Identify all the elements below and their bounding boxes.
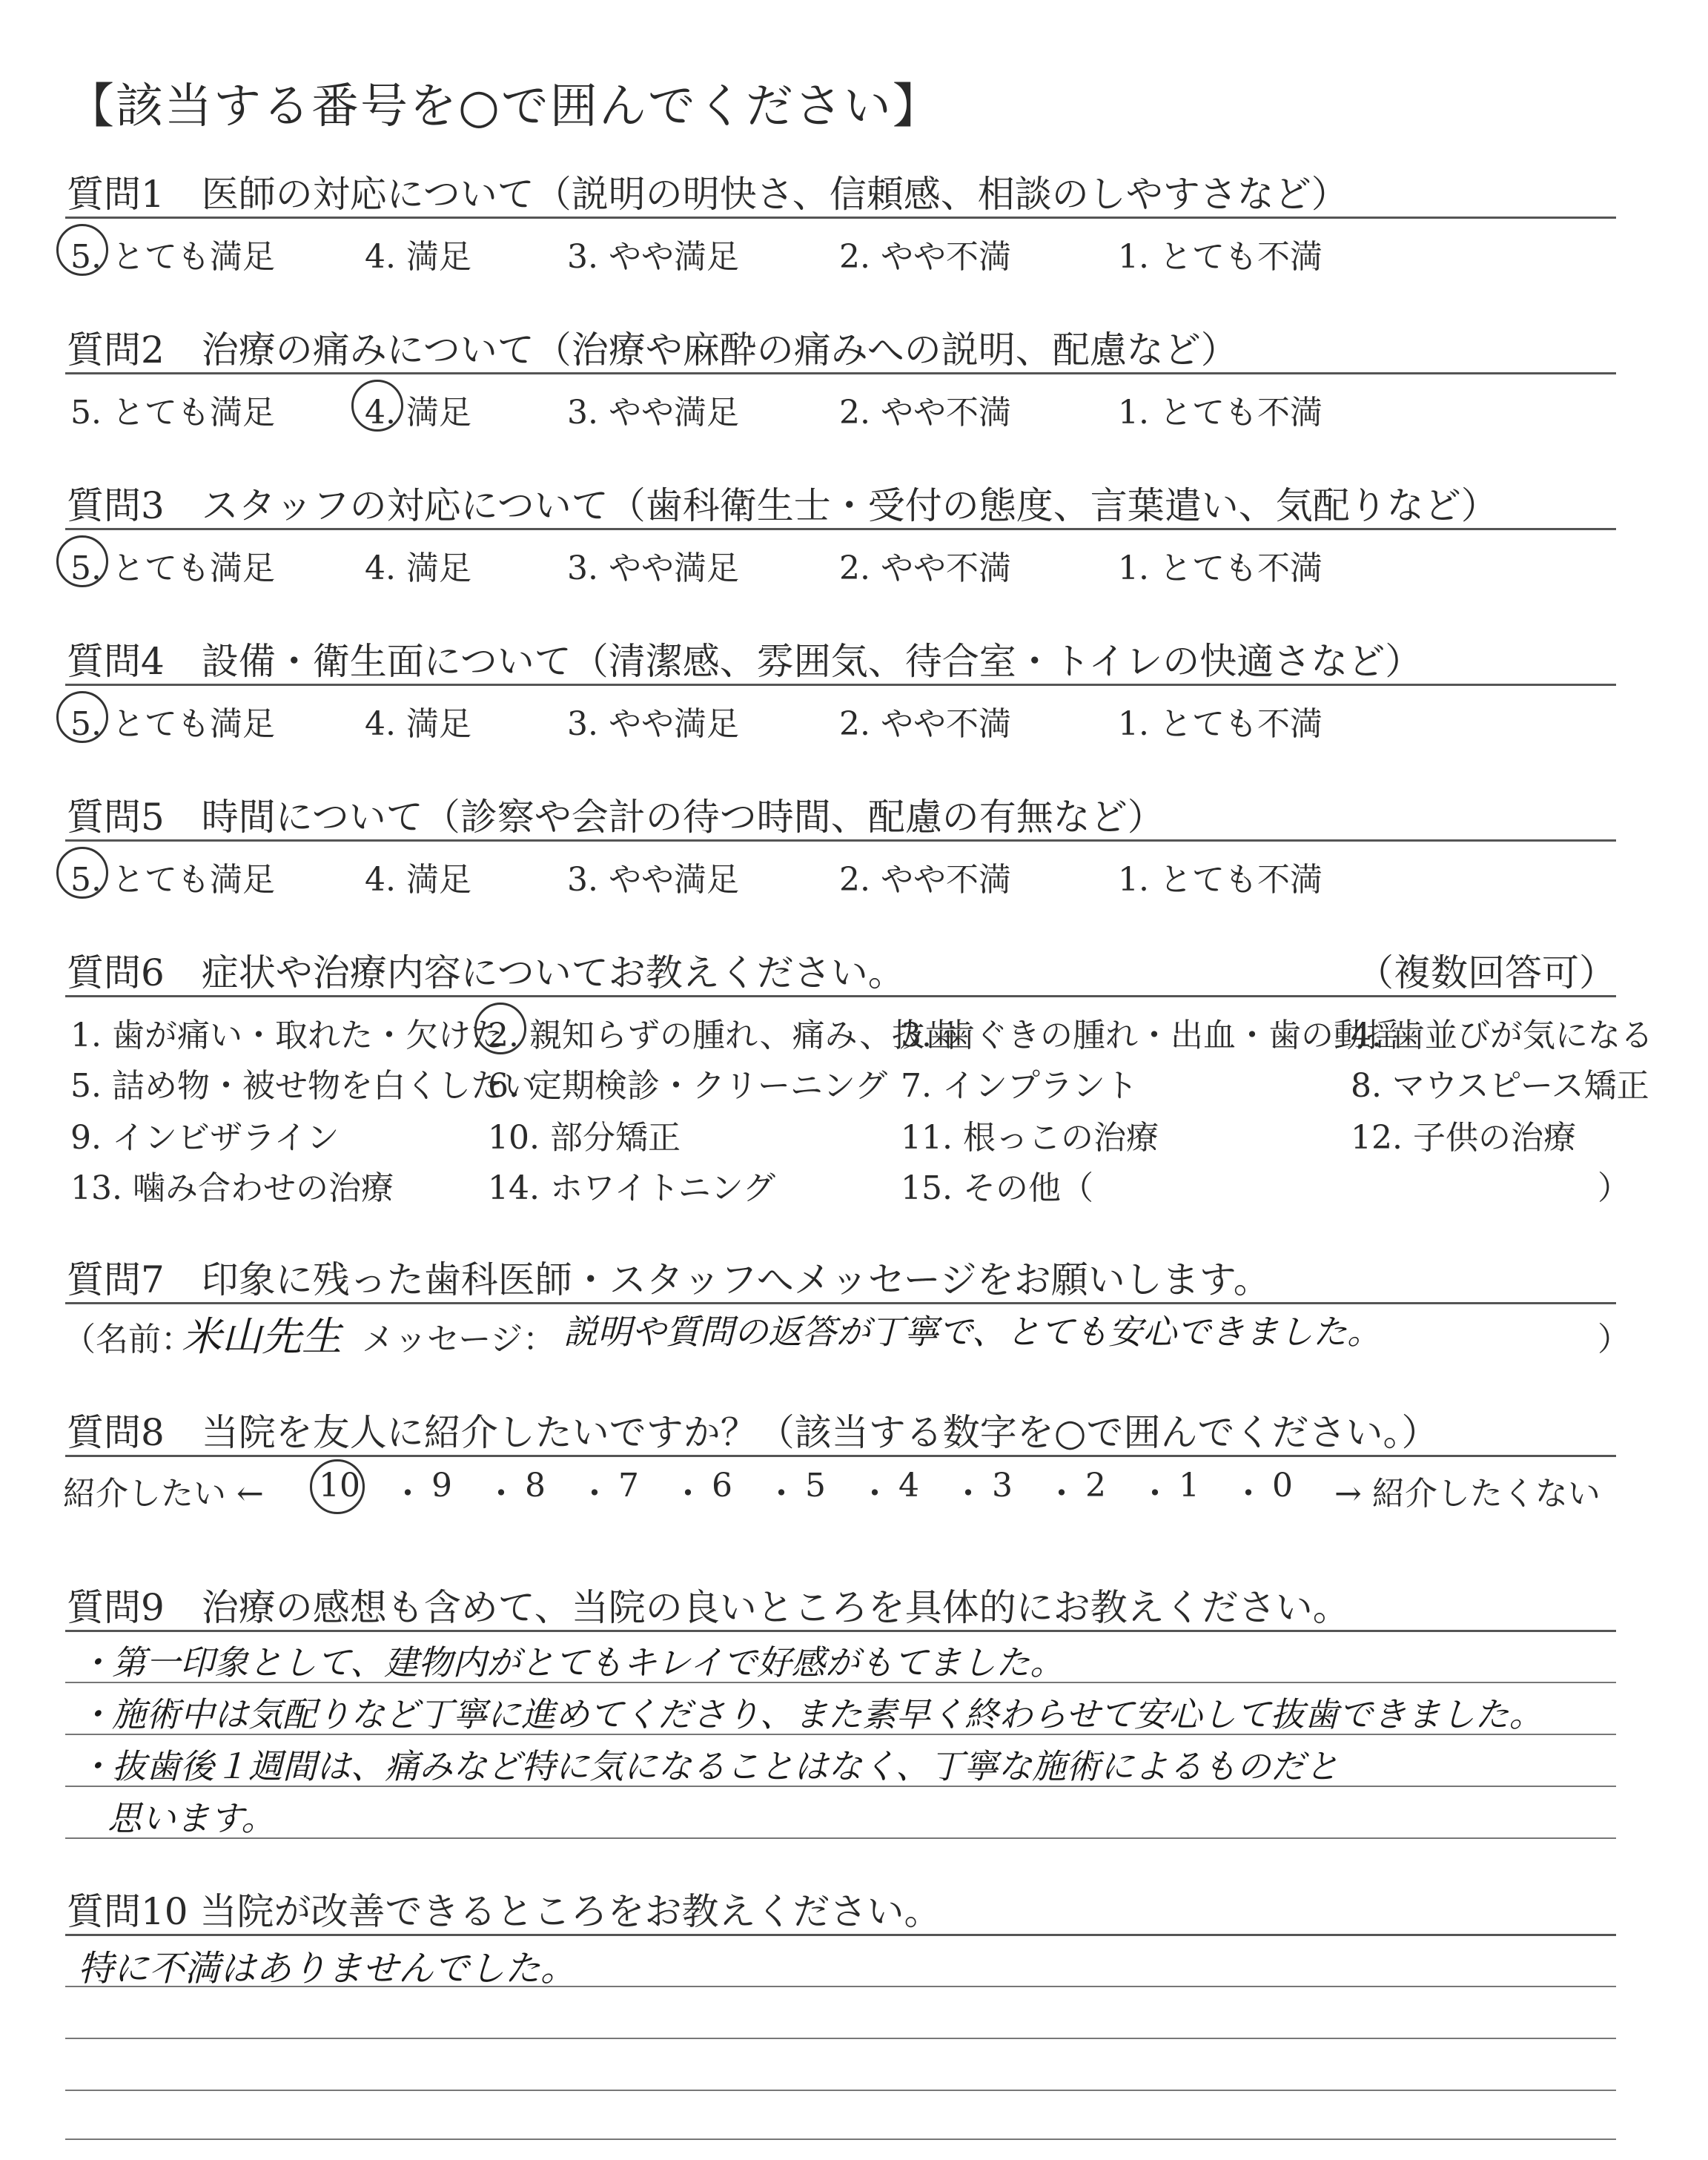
q7-message-label: メッセージ： [362,1321,556,1358]
q8-dot: ・ [858,1475,891,1513]
q7-message-value[interactable]: 説明や質問の返答が丁寧で、とても安心できました。 [563,1312,1382,1352]
q7-name-label: （名前： [63,1321,193,1358]
q4-rule [65,684,1616,686]
q10-rule [65,1934,1616,1936]
q3-option-4[interactable]: 4. 満足 [365,549,471,587]
q5-rule [65,839,1616,842]
q4-option-3[interactable]: 3. やや満足 [567,705,739,743]
q4-title: 質問4 設備・衛生面について（清潔感、雰囲気、待合室・トイレの快適さなど） [67,640,1423,683]
q7-close-paren: ） [1598,1321,1630,1358]
q7-rule [65,1302,1616,1304]
q9-line-rule [65,1837,1616,1839]
q8-right-label: → 紹介したくない [1334,1475,1601,1513]
q4-option-5[interactable]: 5. とても満足 [70,705,275,743]
q6-title: 質問6 症状や治療内容についてお教えください。 [67,951,905,994]
q8-title: 質問8 当院を友人に紹介したいですか？（該当する数字を○で囲んでください。） [67,1411,1439,1454]
q2-title: 質問2 治療の痛みについて（治療や麻酔の痛みへの説明、配慮など） [67,328,1238,371]
q8-selection-circle [310,1459,365,1514]
q6-item-3[interactable]: 3. 歯ぐきの腫れ・出血・歯の動揺 [901,1017,1399,1054]
q1-option-4[interactable]: 4. 満足 [365,238,471,276]
q5-option-1[interactable]: 1. とても不満 [1118,861,1323,899]
q9-answer-line-2[interactable]: ・施術中は気配りなど丁寧に進めてくださり、また素早く終わらせて安心して抜歯できました。 [78,1694,1543,1734]
q6-item-13[interactable]: 13. 噛み合わせの治療 [70,1169,394,1207]
q10-answer-line-1[interactable]: 特に不満はありませんでした。 [78,1948,577,1989]
q8-dot: ・ [1045,1475,1078,1513]
q6-item-2[interactable]: 2. 親知らずの腫れ、痛み、抜歯 [488,1017,958,1054]
q8-dot: ・ [765,1475,798,1513]
q3-option-3[interactable]: 3. やや満足 [567,549,739,587]
q5-title: 質問5 時間について（診察や会計の待つ時間、配慮の有無など） [67,796,1165,839]
q8-dot: ・ [672,1475,704,1513]
q4-option-4[interactable]: 4. 満足 [365,705,471,743]
q8-number-7[interactable]: 7 [618,1467,639,1505]
q8-dot: ・ [485,1475,517,1513]
q2-option-2[interactable]: 2. やや不満 [839,394,1011,432]
q10-title: 質問10 当院が改善できるところをお教えください。 [67,1890,941,1933]
q8-number-2[interactable]: 2 [1085,1467,1106,1505]
q6-item-11[interactable]: 11. 根っこの治療 [901,1119,1159,1157]
q8-number-10[interactable]: 10 [319,1467,360,1505]
q3-selection-circle [56,535,108,587]
q2-option-1[interactable]: 1. とても不満 [1118,394,1323,432]
q8-number-1[interactable]: 1 [1179,1467,1199,1505]
q3-title: 質問3 スタッフの対応について（歯科衛生士・受付の態度、言葉遣い、気配りなど） [67,484,1498,527]
q6-item-7[interactable]: 7. インプラント [901,1067,1138,1105]
q6-item-5[interactable]: 5. 詰め物・被せ物を白くしたい [70,1067,536,1105]
q6-selection-circle [474,1003,526,1054]
q6-item-15-close: ） [1598,1169,1630,1207]
q10-line-rule [65,2138,1616,2140]
q7-title: 質問7 印象に残った歯科医師・スタッフへメッセージをお願いします。 [67,1258,1271,1301]
q9-rule [65,1630,1616,1632]
q6-item-12[interactable]: 12. 子供の治療 [1351,1119,1576,1157]
q8-dot: ・ [952,1475,984,1513]
q8-number-5[interactable]: 5 [805,1467,826,1505]
q5-selection-circle [56,847,108,899]
q6-item-6[interactable]: 6. 定期検診・クリーニング [488,1067,888,1105]
q2-option-3[interactable]: 3. やや満足 [567,394,739,432]
q9-answer-line-1[interactable]: ・第一印象として、建物内がとてもキレイで好感がもてました。 [78,1642,1065,1682]
q3-option-1[interactable]: 1. とても不満 [1118,549,1323,587]
q6-item-4[interactable]: 4. 歯並びが気になる [1351,1017,1653,1054]
q3-option-2[interactable]: 2. やや不満 [839,549,1011,587]
q1-selection-circle [56,224,108,276]
q8-dot: ・ [391,1475,424,1513]
q3-option-5[interactable]: 5. とても満足 [70,549,275,587]
q5-option-2[interactable]: 2. やや不満 [839,861,1011,899]
q8-number-9[interactable]: 9 [431,1467,452,1505]
q1-title: 質問1 医師の対応について（説明の明快さ、信頼感、相談のしやすさなど） [67,173,1348,216]
q9-answer-line-3[interactable]: ・抜歯後１週間は、痛みなど特に気になることはなく、丁寧な施術によるものだと [78,1746,1340,1786]
form-header: 【該当する番号を○で囲んでください】 [67,79,941,134]
q10-line-rule [65,2038,1616,2039]
q8-number-0[interactable]: 0 [1272,1467,1293,1505]
q2-selection-circle [351,380,403,432]
q5-option-5[interactable]: 5. とても満足 [70,861,275,899]
q8-number-3[interactable]: 3 [992,1467,1013,1505]
q6-multiple-note: （複数回答可） [1357,951,1616,994]
q6-item-9[interactable]: 9. インビザライン [70,1119,340,1157]
q4-selection-circle [56,691,108,743]
q1-option-3[interactable]: 3. やや満足 [567,238,739,276]
q6-item-14[interactable]: 14. ホワイトニング [488,1169,776,1207]
q9-answer-line-4[interactable]: 思います。 [107,1798,276,1838]
q1-option-5[interactable]: 5. とても満足 [70,238,275,276]
q5-option-4[interactable]: 4. 満足 [365,861,471,899]
q6-item-15[interactable]: 15. その他（ [901,1169,1093,1207]
q2-option-4[interactable]: 4. 満足 [365,394,471,432]
q6-rule [65,995,1616,997]
q1-option-1[interactable]: 1. とても不満 [1118,238,1323,276]
q7-name-value[interactable]: 米山先生 [182,1313,342,1360]
q6-item-1[interactable]: 1. 歯が痛い・取れた・欠けた [70,1017,503,1054]
q1-rule [65,217,1616,219]
q8-number-8[interactable]: 8 [525,1467,546,1505]
q2-rule [65,372,1616,374]
q8-dot: ・ [1232,1475,1265,1513]
q4-option-2[interactable]: 2. やや不満 [839,705,1011,743]
q6-item-8[interactable]: 8. マウスピース矯正 [1351,1067,1649,1105]
q4-option-1[interactable]: 1. とても不満 [1118,705,1323,743]
q8-rule [65,1455,1616,1457]
q5-option-3[interactable]: 3. やや満足 [567,861,739,899]
q8-number-6[interactable]: 6 [712,1467,732,1505]
q6-item-10[interactable]: 10. 部分矯正 [488,1119,681,1157]
q3-rule [65,528,1616,530]
q10-line-rule [65,2090,1616,2091]
q8-dot: ・ [578,1475,611,1513]
q1-option-2[interactable]: 2. やや不満 [839,238,1011,276]
q8-left-label: 紹介したい ← [63,1475,264,1513]
q8-dot: ・ [1139,1475,1171,1513]
q2-option-5[interactable]: 5. とても満足 [70,394,275,432]
q9-title: 質問9 治療の感想も含めて、当院の良いところを具体的にお教えください。 [67,1586,1350,1629]
q8-number-4[interactable]: 4 [898,1467,919,1505]
